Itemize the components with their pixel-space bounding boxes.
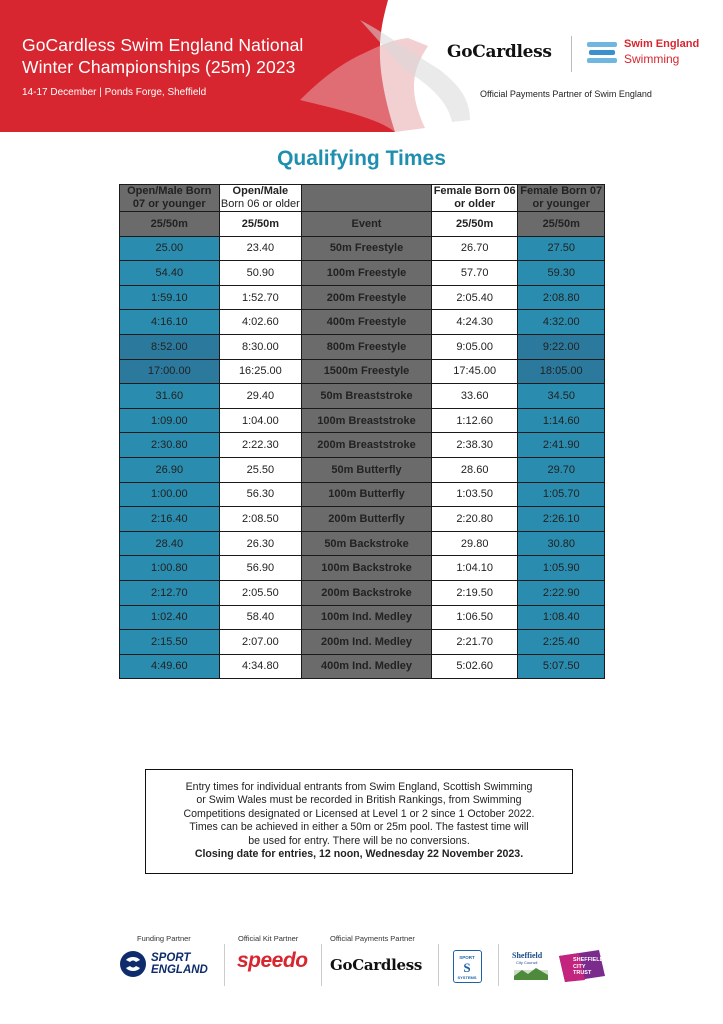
event-name: 400m Freestyle: [302, 310, 432, 335]
table-row: [120, 236, 605, 261]
time-female-07: 1:05.90: [518, 556, 605, 581]
table-subheader-row: [120, 212, 605, 237]
table-row: [120, 261, 605, 286]
time-female-07: 2:08.80: [518, 285, 605, 310]
time-male-06: 58.40: [219, 605, 302, 630]
funding-partner-label: Funding Partner: [137, 934, 191, 943]
time-male-07: 1:00.00: [120, 482, 220, 507]
table-row: [120, 630, 605, 655]
sport-england-text: [151, 952, 208, 976]
time-female-07: 5:07.50: [518, 654, 605, 679]
time-female-07: 2:22.90: [518, 580, 605, 605]
swim-england-icon: [587, 40, 619, 68]
event-name: 200m Breaststroke: [302, 433, 432, 458]
time-female-06: 2:38.30: [431, 433, 518, 458]
sheffield-city-trust-logo: [559, 950, 605, 982]
gocardless-logo: GoCardless: [447, 42, 552, 62]
table-row: [120, 359, 605, 384]
time-male-06: 56.30: [219, 482, 302, 507]
event-title: [22, 34, 303, 78]
sheffield-city-council-logo: [512, 951, 550, 981]
sport-systems-text-top: SPORT: [459, 955, 475, 960]
page-title: Qualifying Times: [277, 147, 446, 170]
event-name: 100m Ind. Medley: [302, 605, 432, 630]
table-header-row: [120, 185, 605, 212]
time-female-07: 4:32.00: [518, 310, 605, 335]
sct-text: [573, 957, 604, 977]
table-row: [120, 408, 605, 433]
sport-england-icon: [119, 950, 147, 978]
time-female-06: 5:02.60: [431, 654, 518, 679]
time-female-07: 9:22.00: [518, 334, 605, 359]
time-female-06: 26.70: [431, 236, 518, 261]
header-female-07: Female Born 07 or younger: [518, 185, 605, 212]
time-male-07: 1:09.00: [120, 408, 220, 433]
time-female-07: 27.50: [518, 236, 605, 261]
event-name: 200m Ind. Medley: [302, 630, 432, 655]
event-name: 200m Butterfly: [302, 507, 432, 532]
time-female-07: 2:25.40: [518, 630, 605, 655]
payments-partner-line: Official Payments Partner of Swim England: [480, 89, 652, 99]
sct-text-line3: TRUST: [573, 970, 592, 976]
time-male-06: 56.90: [219, 556, 302, 581]
time-male-07: 26.90: [120, 457, 220, 482]
time-female-07: 1:08.40: [518, 605, 605, 630]
sport-systems-logo: [453, 950, 482, 983]
payments-partner-label: Official Payments Partner: [330, 934, 415, 943]
time-male-06: 50.90: [219, 261, 302, 286]
footer-divider: [498, 944, 499, 986]
event-title-line1: GoCardless Swim England National: [22, 35, 304, 55]
event-name: 200m Freestyle: [302, 285, 432, 310]
footer-divider: [224, 944, 225, 986]
event-title-line2: Winter Championships (25m) 2023: [22, 57, 296, 77]
footer-divider: [438, 944, 439, 986]
header-male-06-rest: Born 06 or older: [220, 198, 300, 210]
time-male-07: 4:16.10: [120, 310, 220, 335]
event-name: 100m Freestyle: [302, 261, 432, 286]
time-male-07: 25.00: [120, 236, 220, 261]
entry-requirements-note: [145, 769, 573, 874]
time-female-06: 29.80: [431, 531, 518, 556]
time-female-06: 28.60: [431, 457, 518, 482]
time-female-07: 18:05.00: [518, 359, 605, 384]
sport-england-text-line2: ENGLAND: [151, 964, 208, 976]
note-line: Competitions designated or Licensed at Level 1 or 2 since 1 October 2022.: [183, 807, 535, 820]
header-male-06: [219, 185, 302, 212]
event-name: 50m Butterfly: [302, 457, 432, 482]
header-banner: [0, 0, 723, 132]
time-male-07: 17:00.00: [120, 359, 220, 384]
svg-text:S: S: [463, 960, 471, 975]
sheffield-crest-icon: [514, 966, 548, 980]
time-female-06: 2:05.40: [431, 285, 518, 310]
event-name: 100m Backstroke: [302, 556, 432, 581]
swim-england-text: Swim England: [624, 38, 700, 50]
table-row: [120, 482, 605, 507]
time-female-06: 57.70: [431, 261, 518, 286]
table-row: [120, 605, 605, 630]
note-line: Entry times for individual entrants from Swim England, Scottish Swimming: [185, 781, 533, 793]
table-row: [120, 310, 605, 335]
event-date-venue: 14-17 December | Ponds Forge, Sheffield: [22, 87, 207, 98]
note-line: be used for entry. There will be no conversions.: [248, 834, 470, 847]
footer-divider: [321, 944, 322, 986]
time-female-07: 34.50: [518, 384, 605, 409]
table-row: [120, 507, 605, 532]
time-male-06: 4:02.60: [219, 310, 302, 335]
sheffield-text: Sheffield: [512, 951, 543, 960]
note-line: Times can be achieved in either a 50m or 25m pool. The fastest time will: [189, 821, 529, 834]
table-row: [120, 384, 605, 409]
time-male-06: 23.40: [219, 236, 302, 261]
table-row: [120, 285, 605, 310]
time-female-07: 1:14.60: [518, 408, 605, 433]
time-female-07: 29.70: [518, 457, 605, 482]
logo-divider: [571, 36, 572, 72]
table-row: [120, 654, 605, 679]
time-female-06: 1:04.10: [431, 556, 518, 581]
time-male-06: 1:04.00: [219, 408, 302, 433]
header-male-06-bold: Open/Male: [232, 185, 289, 197]
time-male-06: 2:07.00: [219, 630, 302, 655]
time-male-06: 2:22.30: [219, 433, 302, 458]
sport-england-text-line1: SPORT: [151, 952, 191, 964]
time-male-07: 2:12.70: [120, 580, 220, 605]
subheader-male-06: 25/50m: [219, 212, 302, 237]
time-male-06: 1:52.70: [219, 285, 302, 310]
kit-partner-label: Official Kit Partner: [238, 934, 299, 943]
qualifying-times-table: [119, 184, 605, 679]
event-name: 800m Freestyle: [302, 334, 432, 359]
time-male-07: 31.60: [120, 384, 220, 409]
swimming-text: Swimming: [624, 52, 680, 66]
table-row: [120, 433, 605, 458]
event-name: 100m Butterfly: [302, 482, 432, 507]
event-name: 50m Backstroke: [302, 531, 432, 556]
time-male-07: 2:30.80: [120, 433, 220, 458]
time-female-06: 2:20.80: [431, 507, 518, 532]
time-male-07: 2:15.50: [120, 630, 220, 655]
time-male-07: 54.40: [120, 261, 220, 286]
swim-england-logo: [587, 38, 707, 70]
time-male-06: 29.40: [219, 384, 302, 409]
header-female-06: Female Born 06 or older: [431, 185, 518, 212]
time-male-07: 2:16.40: [120, 507, 220, 532]
time-male-06: 25.50: [219, 457, 302, 482]
time-male-07: 1:02.40: [120, 605, 220, 630]
subheader-female-06: 25/50m: [431, 212, 518, 237]
header-male-07: Open/Male Born 07 or younger: [120, 185, 220, 212]
time-female-06: 2:21.70: [431, 630, 518, 655]
sport-systems-text-bottom: SYSTEMS: [457, 975, 477, 980]
time-male-06: 4:34.80: [219, 654, 302, 679]
time-female-06: 4:24.30: [431, 310, 518, 335]
table-row: [120, 334, 605, 359]
time-female-06: 33.60: [431, 384, 518, 409]
subheader-event: Event: [302, 212, 432, 237]
table-row: [120, 457, 605, 482]
sct-text-line1: SHEFFIELD: [573, 957, 604, 963]
time-male-06: 2:05.50: [219, 580, 302, 605]
closing-date: Closing date for entries, 12 noon, Wednesday 22 November 2023.: [194, 848, 524, 861]
table-row: [120, 531, 605, 556]
speedo-logo: speedo: [237, 949, 308, 972]
event-name: 50m Freestyle: [302, 236, 432, 261]
time-male-07: 1:59.10: [120, 285, 220, 310]
time-female-06: 1:03.50: [431, 482, 518, 507]
time-female-07: 2:26.10: [518, 507, 605, 532]
sport-systems-icon: [454, 951, 480, 981]
event-name: 1500m Freestyle: [302, 359, 432, 384]
subheader-female-07: 25/50m: [518, 212, 605, 237]
time-female-07: 30.80: [518, 531, 605, 556]
time-female-07: 1:05.70: [518, 482, 605, 507]
time-male-06: 16:25.00: [219, 359, 302, 384]
time-male-06: 8:30.00: [219, 334, 302, 359]
time-female-06: 17:45.00: [431, 359, 518, 384]
time-female-06: 9:05.00: [431, 334, 518, 359]
time-female-06: 1:12.60: [431, 408, 518, 433]
time-male-06: 2:08.50: [219, 507, 302, 532]
event-name: 50m Breaststroke: [302, 384, 432, 409]
event-name: 100m Breaststroke: [302, 408, 432, 433]
time-male-07: 4:49.60: [120, 654, 220, 679]
table-row: [120, 556, 605, 581]
time-female-06: 2:19.50: [431, 580, 518, 605]
time-female-06: 1:06.50: [431, 605, 518, 630]
event-name: 400m Ind. Medley: [302, 654, 432, 679]
event-name: 200m Backstroke: [302, 580, 432, 605]
time-male-07: 8:52.00: [120, 334, 220, 359]
subheader-male-07: 25/50m: [120, 212, 220, 237]
header-event-blank: [302, 185, 432, 212]
time-male-07: 1:00.80: [120, 556, 220, 581]
sct-text-line2: CITY: [573, 963, 586, 970]
note-line: or Swim Wales must be recorded in British Rankings, from Swimming: [196, 794, 522, 807]
time-male-07: 28.40: [120, 531, 220, 556]
sport-england-logo: [119, 950, 208, 983]
gocardless-footer-logo: GoCardless: [330, 956, 422, 974]
city-council-text: City Council: [516, 960, 538, 965]
table-row: [120, 580, 605, 605]
time-female-07: 2:41.90: [518, 433, 605, 458]
time-female-07: 59.30: [518, 261, 605, 286]
time-male-06: 26.30: [219, 531, 302, 556]
